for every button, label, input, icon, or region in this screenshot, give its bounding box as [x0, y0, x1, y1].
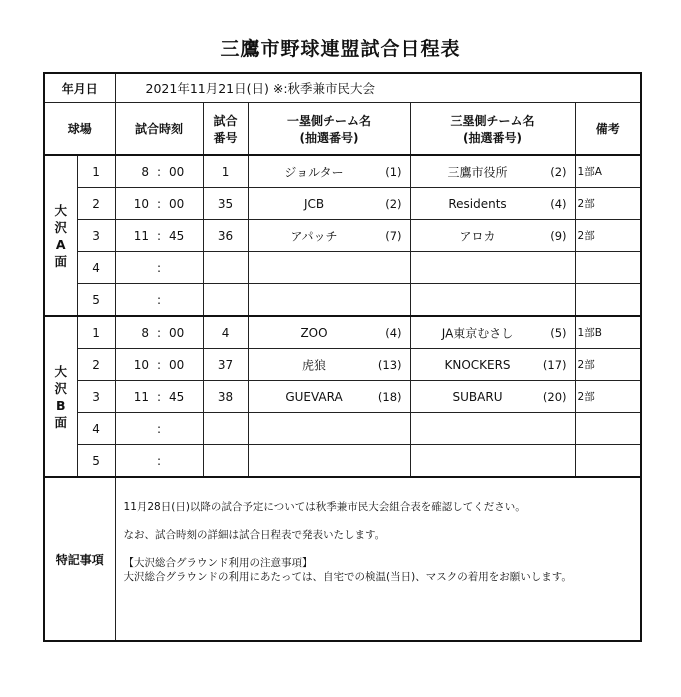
third-team-draw-number: (2): [550, 164, 567, 179]
time-colon: :: [156, 292, 162, 307]
header-game-no-line2: 番号: [213, 130, 238, 145]
first-base-team: [248, 252, 410, 284]
third-team-name: KNOCKERS: [444, 357, 511, 372]
match-minute: 00: [169, 357, 185, 372]
date-label: 年月日: [44, 73, 115, 103]
match-hour: 8: [141, 325, 150, 340]
remark: 2部: [575, 220, 641, 252]
remark: 1部B: [575, 316, 641, 349]
first-team-name: ZOO: [300, 325, 328, 340]
third-team-draw-number: (4): [550, 196, 567, 211]
game-number: [203, 445, 248, 478]
field-name-char: 面: [54, 253, 67, 269]
third-team-name: 三鷹市役所: [447, 165, 508, 179]
table-row: [44, 188, 641, 220]
first-base-team: [248, 445, 410, 478]
header-third-base-team: [410, 103, 575, 156]
third-base-team: [410, 413, 575, 445]
field-name-char: 沢: [54, 219, 67, 235]
time-colon: :: [156, 196, 162, 211]
field-name-cell: [44, 155, 77, 316]
first-base-team: [248, 220, 410, 252]
match-time: [115, 349, 203, 381]
header-game-no: [203, 103, 248, 156]
game-number: 38: [203, 381, 248, 413]
third-base-team: [410, 316, 575, 349]
match-time: [115, 381, 203, 413]
remark: 2部: [575, 188, 641, 220]
third-base-team: [410, 155, 575, 188]
first-team-name: アパッチ: [290, 229, 338, 243]
first-team-draw-number: (2): [385, 196, 402, 211]
match-hour: 10: [133, 196, 150, 211]
slot-number: 3: [77, 381, 115, 413]
slot-number: 5: [77, 445, 115, 478]
first-team-draw-number: (1): [385, 164, 402, 179]
game-number: 37: [203, 349, 248, 381]
match-minute: 45: [169, 389, 185, 404]
match-time: [115, 316, 203, 349]
first-team-draw-number: (4): [385, 325, 402, 340]
third-team-draw-number: (17): [542, 357, 567, 372]
third-team-draw-number: (9): [550, 228, 567, 243]
match-hour: 11: [133, 228, 150, 243]
time-colon: :: [156, 228, 162, 243]
game-number: [203, 413, 248, 445]
match-time: [115, 445, 203, 478]
header-game-no-line1: 試合: [213, 113, 238, 128]
field-name-char: 大: [54, 202, 67, 218]
third-team-draw-number: (5): [550, 325, 567, 340]
match-time: [115, 155, 203, 188]
remark: [575, 445, 641, 478]
game-number: 36: [203, 220, 248, 252]
notes-line: 【大沢総合グラウンド利用の注意事項】: [123, 557, 313, 569]
table-row: [44, 349, 641, 381]
first-team-draw-number: (13): [377, 357, 402, 372]
first-team-draw-number: (18): [377, 389, 402, 404]
match-time: [115, 284, 203, 317]
slot-number: 5: [77, 284, 115, 317]
remark: 2部: [575, 349, 641, 381]
match-time: [115, 188, 203, 220]
game-number: 1: [203, 155, 248, 188]
notes-label: 特記事項: [44, 477, 115, 641]
match-time: [115, 413, 203, 445]
third-team-name: アロカ: [459, 229, 496, 243]
notes-line: 大沢総合グラウンドの利用にあたっては、自宅での検温(当日)、マスクの着用をお願いします。: [123, 571, 572, 583]
page-title: 三鷹市野球連盟試合日程表: [220, 38, 461, 60]
match-hour: 11: [133, 389, 150, 404]
time-colon: :: [156, 453, 162, 468]
slot-number: 3: [77, 220, 115, 252]
time-colon: :: [156, 260, 162, 275]
game-number: 35: [203, 188, 248, 220]
table-row: [44, 220, 641, 252]
field-name-char: 大: [54, 363, 67, 379]
remark: [575, 252, 641, 284]
table-row: [44, 284, 641, 317]
third-base-team: [410, 445, 575, 478]
third-base-team: [410, 284, 575, 317]
match-time: [115, 220, 203, 252]
remark: 2部: [575, 381, 641, 413]
first-base-team: [248, 284, 410, 317]
match-minute: 00: [169, 196, 185, 211]
first-base-team: [248, 381, 410, 413]
first-team-name: 虎狼: [302, 358, 327, 372]
remark: [575, 284, 641, 317]
header-field: 球場: [44, 103, 115, 156]
first-team-name: JCB: [303, 196, 325, 211]
table-row: [44, 316, 641, 349]
third-team-draw-number: (20): [542, 389, 567, 404]
first-team-name: GUEVARA: [285, 389, 343, 404]
table-row: [44, 413, 641, 445]
first-base-team: [248, 316, 410, 349]
third-base-team: [410, 381, 575, 413]
table-row: [44, 155, 641, 188]
match-minute: 45: [169, 228, 185, 243]
remark: [575, 413, 641, 445]
header-third-team-line2: (抽選番号): [463, 130, 522, 145]
field-name-char: B: [55, 397, 66, 413]
third-base-team: [410, 220, 575, 252]
match-time: [115, 252, 203, 284]
slot-number: 4: [77, 252, 115, 284]
slot-number: 2: [77, 188, 115, 220]
first-base-team: [248, 188, 410, 220]
field-name-char: 面: [54, 414, 67, 430]
time-colon: :: [156, 357, 162, 372]
slot-number: 1: [77, 155, 115, 188]
table-row: [44, 445, 641, 478]
notes-body: [115, 477, 641, 641]
table-row: [44, 252, 641, 284]
game-number: 4: [203, 316, 248, 349]
third-team-name: SUBARU: [452, 389, 503, 404]
match-minute: 00: [169, 325, 185, 340]
third-base-team: [410, 188, 575, 220]
third-team-name: Residents: [448, 196, 507, 211]
remark: 1部A: [575, 155, 641, 188]
first-base-team: [248, 155, 410, 188]
first-team-name: ジョルター: [284, 165, 344, 179]
third-base-team: [410, 252, 575, 284]
date-value: 2021年11月21日(日) ※:秋季兼市民大会: [115, 73, 641, 103]
slot-number: 4: [77, 413, 115, 445]
time-colon: :: [156, 164, 162, 179]
header-remarks: 備考: [575, 103, 641, 156]
time-colon: :: [156, 325, 162, 340]
schedule-table: [43, 72, 642, 642]
field-name-char: 沢: [54, 380, 67, 396]
first-base-team: [248, 349, 410, 381]
time-colon: :: [156, 421, 162, 436]
time-colon: :: [156, 389, 162, 404]
header-first-base-team: [248, 103, 410, 156]
field-name-cell: [44, 316, 77, 477]
match-hour: 10: [133, 357, 150, 372]
slot-number: 1: [77, 316, 115, 349]
game-number: [203, 284, 248, 317]
first-team-draw-number: (7): [385, 228, 402, 243]
header-third-team-line1: 三塁側チーム名: [450, 113, 535, 128]
slot-number: 2: [77, 349, 115, 381]
header-time: 試合時刻: [115, 103, 203, 156]
game-number: [203, 252, 248, 284]
table-row: [44, 381, 641, 413]
header-first-team-line2: (抽選番号): [299, 130, 359, 145]
third-base-team: [410, 349, 575, 381]
match-hour: 8: [141, 164, 150, 179]
notes-line: 11月28日(日)以降の試合予定については秋季兼市民大会組合表を確認してください。: [123, 501, 526, 513]
field-name-char: A: [55, 236, 66, 252]
match-minute: 00: [169, 164, 185, 179]
header-first-team-line1: 一塁側チーム名: [287, 113, 372, 128]
first-base-team: [248, 413, 410, 445]
notes-line: なお、試合時刻の詳細は試合日程表で発表いたします。: [123, 529, 386, 541]
third-team-name: JA東京むさし: [441, 326, 514, 340]
